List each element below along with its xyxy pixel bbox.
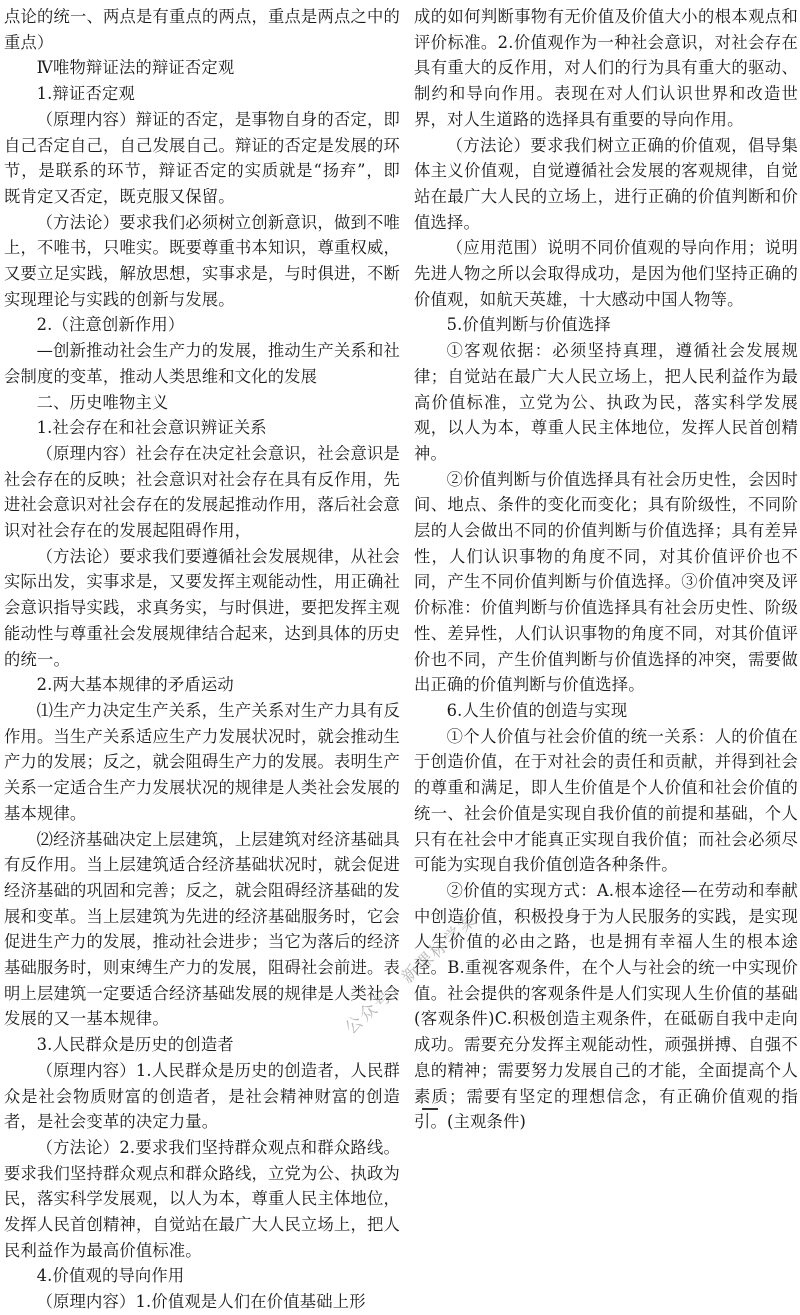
left-paragraph: （原理内容）1.价值观是人们在价值基础上形 [36, 1292, 366, 1312]
right-paragraph: ①个人价值与社会价值的统一关系：人的价值在于创造价值，在于对社会的责任和贡献，并得到社会的尊重和满足，即人生价值是个人价值和社会价值的统一、社会价值是实现自我价值的前提和基础，个人只有在社会中才能真正实现自我价值；而社会必须尽可能为实现自我价值创造各种条件。 [414, 726, 798, 875]
left-paragraph: 2.（注意创新作用） [36, 315, 185, 335]
right-paragraph: （应用范围）说明不同价值观的导向作用；说明先进人物之所以会取得成功，是因为他们坚持正确的价值观，如航天英雄，十大感动中国人物等。 [414, 238, 798, 309]
left-paragraph: 1.社会存在和社会意识辨证关系 [36, 418, 267, 438]
left-paragraph: 2.两大基本规律的矛盾运动 [36, 675, 234, 695]
left-paragraph: （方法论）要求我们必须树立创新意识，做到不唯上，不唯书，只唯实。既要尊重书本知识，尊重权威，又要立足实践，解放思想，实事求是，与时俱进，不断实现理论与实践的创新与发展。 [4, 212, 400, 309]
left-paragraph: （原理内容）社会存在决定社会意识，社会意识是社会存在的反映；社会意识对社会存在具有反作用，先进社会意识对社会存在的发展起推动作用，落后社会意识对社会存在的发展起阻碍作用， [4, 443, 400, 541]
right-paragraph: （方法论）要求我们树立正确的价值观，倡导集体主义价值观，自觉遵循社会发展的客观规律，自觉站在最广大人民的立场上，进行正确的价值判断和价值选择。 [414, 135, 798, 232]
left-paragraph: ⑵经济基础决定上层建筑，上层建筑对经济基础具有反作用。当上层建筑适合经济基础状况时，就会促进经济基础的巩固和完善；反之，就会阻碍经济基础的发展和变革。当上层建筑为先进的经济基础服务时，它会促进生产力的发展，推动社会进步；当它为落后的经济基础服务时，则束缚生产力的发展，阻碍社会前进。表明上层建筑一定要适合经济基础发展的规律是人类社会发展的又一基本规律。 [4, 829, 400, 1029]
left-paragraph: （原理内容）1.人民群众是历史的创造者，人民群众是社会物质财富的创造者，是社会精神财富的创造者，是社会变革的决定力量。 [4, 1060, 400, 1132]
left-paragraph: （原理内容）辩证的否定，是事物自身的否定，即自己否定自己，自己发展自己。辩证的否定是发展的环节，是联系的环节，辩证否定的实质就是“扬弃”，即既肯定又否定，既克服又保留。 [4, 109, 400, 206]
left-column [4, 4, 400, 1315]
left-paragraph: 1.辩证否定观 [36, 84, 135, 104]
watermark-text: 公众号：新课标学案 [341, 909, 482, 1039]
left-paragraph: 二、历史唯物主义 [36, 392, 169, 412]
right-paragraph: ①客观依据：必须坚持真理，遵循社会发展规律；自觉站在最广大人民立场上，把人民利益作为最高价值标准，立党为公、执政为民，落实科学发展观，以人为本，尊重人民主体地位，发挥人民首创精神。 [414, 341, 798, 463]
right-column [414, 4, 798, 1135]
left-paragraph: （方法论）2.要求我们坚持群众观点和群众路线。要求我们坚持群众观点和群众路线，立党为公、执政为民，落实科学发展观，以人为本，尊重人民主体地位，发挥人民首创精神，自觉站在最广大人民立场上，把人民利益作为最高价值标准。 [4, 1137, 400, 1260]
left-paragraph: —创新推动社会生产力的发展，推动生产关系和社会制度的变革，推动人类思维和文化的发展 [4, 341, 400, 386]
right-paragraph: 5.价值判断与价值选择 [446, 315, 611, 335]
left-paragraph: 4.价值观的导向作用 [36, 1266, 185, 1286]
left-paragraph: 3.人民群众是历史的创造者 [36, 1035, 234, 1055]
left-paragraph: ⑴生产力决定生产关系，生产关系对生产力具有反作用。当生产关系适应生产力发展状况时，就会推动生产力的发展；反之，就会阻碍生产力的发展。表明生产关系一定适合生产力发展状况的规律是人类社会发展的基本规律。 [4, 700, 400, 823]
right-paragraph: 6.人生价值的创造与实现 [446, 700, 628, 720]
left-paragraph: 点论的统一、两点是有重点的两点，重点是两点之中的重点） [4, 7, 400, 52]
right-paragraph: ②价值判断与价值选择具有社会历史性，会因时间、地点、条件的变化而变化；具有阶级性，不同阶层的人会做出不同的价值判断与价值选择；具有差异性，人们认识事物的角度不同，对其价值评价也不同，产生不同价值判断与价值选择。③价值冲突及评价标准：价值判断与价值选择具有社会历史性、阶级性、差异性，人们认识事物的角度不同，对其价值评价也不同，产生价值判断与价值选择的冲突，需要做出正确的价值判断与价值选择。 [414, 469, 798, 695]
right-paragraph: ②价值的实现方式：A.根本途径—在劳动和奉献中创造价值，积极投身于为人民服务的实践，是实现人生价值的必由之路，也是拥有幸福人生的根本途径。B.重视客观条件，在个人与社会的统一中实现价值。社会提供的客观条件是人们实现人生价值的基础(客观条件)C.积极创造主观条件，在砥砺自我中走向成功。需要充分发挥主观能动性，顽强拼搏、自强不息的精神；需要努力发展自己的才能，全面提高个人素质；需要有坚定的理想信念，有正确价值观的指引。(主观条件) [414, 880, 798, 1132]
page-number-mark [422, 1108, 438, 1110]
left-paragraph: Ⅳ唯物辩证法的辩证否定观 [36, 58, 235, 78]
left-paragraph: （方法论）要求我们要遵循社会发展规律，从社会实际出发，实事求是，又要发挥主观能动性，用正确社会意识指导实践，求真务实，与时俱进，要把发挥主观能动性与尊重社会发展规律结合起来，达到具体的历史的统一。 [4, 546, 400, 669]
right-paragraph: 成的如何判断事物有无价值及价值大小的根本观点和评价标准。2.价值观作为一种社会意识，对社会存在具有重大的反作用，对人们的行为具有重大的驱动、制约和导向作用。表现在对人们认识世界和改造世界，对人生道路的选择具有重要的导向作用。 [414, 7, 798, 129]
